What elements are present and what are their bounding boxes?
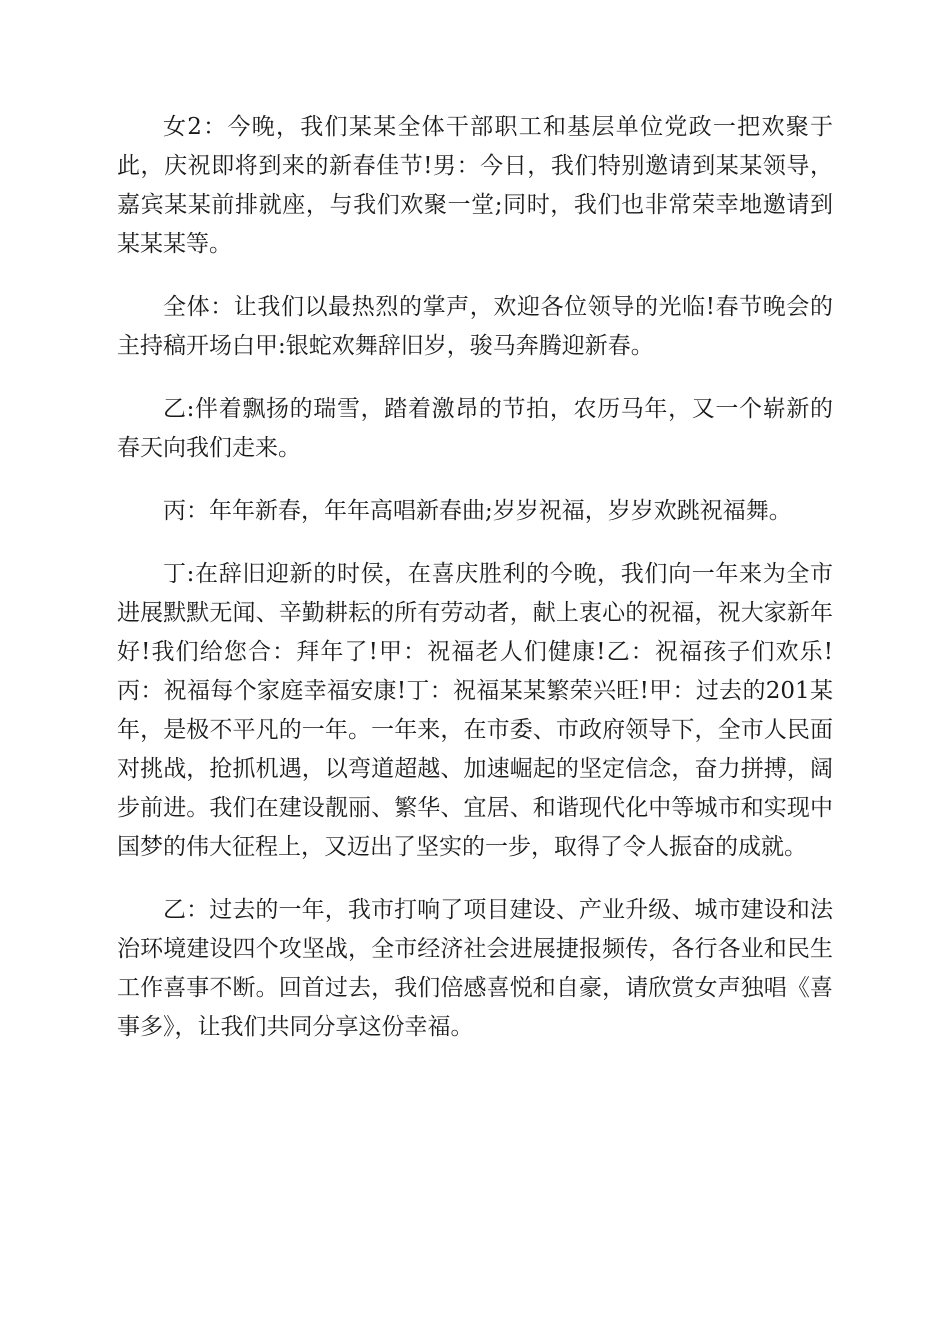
paragraph-spring-arrives: 乙:伴着飘扬的瑞雪，踏着激昂的节拍，农历马年，又一个崭新的春天向我们走来。 xyxy=(117,396,833,461)
document-body xyxy=(117,108,833,1071)
paragraph-past-year-achievements: 乙：过去的一年，我市打响了项目建设、产业升级、城市建设和法治环境建设四个攻坚战，全市经济社会进展捷报频传，各行各业和民生工作喜事不断。回首过去，我们倍感喜悦和自豪，请欣赏女声独唱《喜事多》，让我们共同分享这份幸福。 xyxy=(117,897,833,1040)
paragraph-welcome-leaders: 全体：让我们以最热烈的掌声，欢迎各位领导的光临!春节晚会的主持稿开场白甲:银蛇欢舞辞旧岁，骏马奔腾迎新春。 xyxy=(117,294,833,359)
paragraph-new-year-song: 丙：年年新春，年年高唱新春曲;岁岁祝福，岁岁欢跳祝福舞。 xyxy=(163,498,792,524)
paragraph-blessings-review: 丁:在辞旧迎新的时侯，在喜庆胜利的今晚，我们向一年来为全市进展默默无闻、辛勤耕耘的所有劳动者，献上衷心的祝福，祝大家新年好!我们给您合：拜年了!甲：祝福老人们健康!乙：祝福孩子们欢乐!丙：祝福每个家庭幸福安康!丁：祝福某某繁荣兴旺!甲：过去的201某年，是极不平凡的一年。一年来，在市委、市政府领导下，全市人民面对挑战，抢抓机遇，以弯道超越、加速崛起的坚定信念，奋力拼搏，阔步前进。我们在建设靓丽、繁华、宜居、和谐现代化中等城市和实现中国梦的伟大征程上，又迈出了坚实的一步，取得了令人振奋的成就。 xyxy=(117,561,833,860)
paragraph-opening-greeting: 女2：今晚，我们某某全体干部职工和基层单位党政一把欢聚于此，庆祝即将到来的新春佳节!男：今日，我们特别邀请到某某领导，嘉宾某某前排就座，与我们欢聚一堂;同时，我们也非常荣幸地邀请到某某某等。 xyxy=(117,114,833,257)
